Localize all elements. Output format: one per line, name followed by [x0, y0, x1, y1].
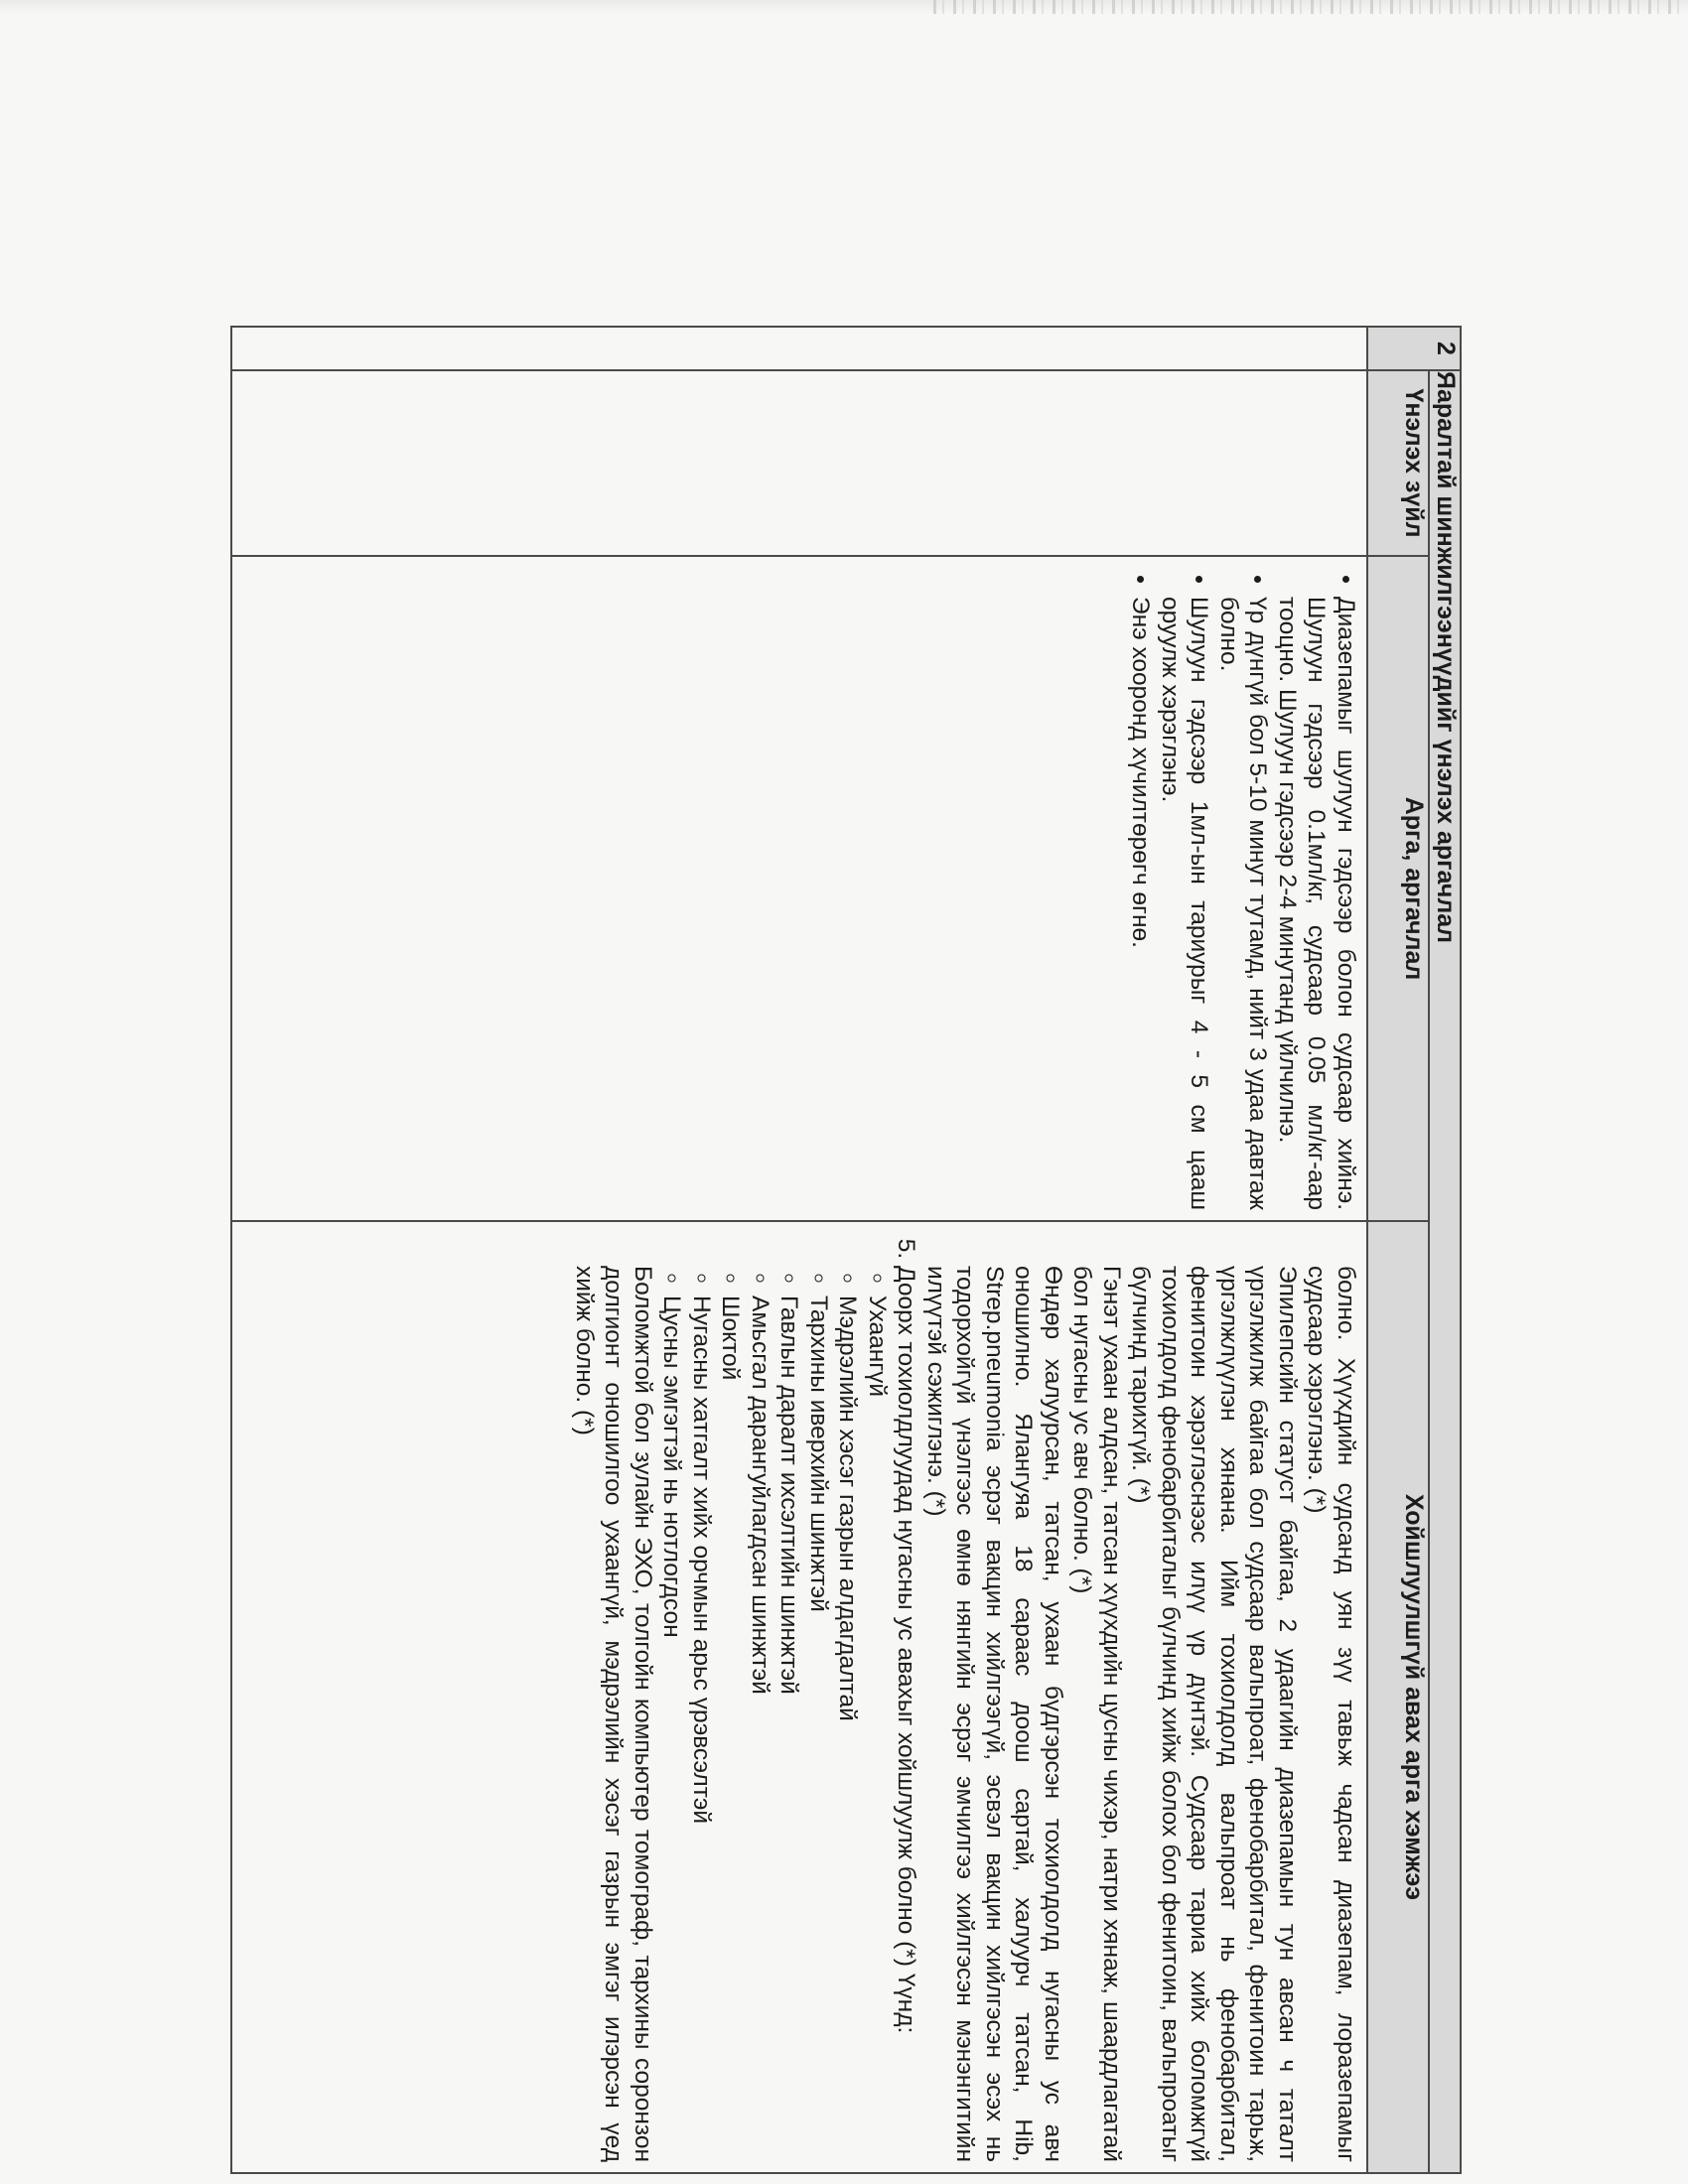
method-item: • Үр дүнгүй бол 5-10 минут тутамд, нийт 3 удаа давтаж болно. [1214, 597, 1273, 1210]
exception-item: ◦ Амьсгал дарангуйлагдсан шинжтэй [746, 1296, 775, 2162]
exception-item: ◦ Цусны эмгэгтэй нь нотлогдсон [657, 1296, 687, 2162]
assessment-item-cell [231, 370, 1367, 556]
assessment-table [230, 326, 1462, 2174]
header-method: Арга, аргачлал [1367, 556, 1429, 1221]
measure-item-6 [570, 1266, 658, 2162]
exception-item: ◦ Тархины иверхийн шинжтэй [804, 1296, 834, 2162]
exception-item: ◦ Шоктой [716, 1296, 746, 2162]
method-list [1126, 567, 1360, 1210]
method-cell [231, 556, 1367, 1221]
section-title: Яаралтай шинжилгээнүүдийг үнэлэх аргачлал [1429, 370, 1461, 2173]
header-assessment-item: Үнэлэх зүйл [1367, 370, 1429, 556]
header-urgent-measures: Хойшлуулшгүй авах арга хэмжээ [1367, 1221, 1429, 2173]
measure-continued-text: болно. Хүүхдийн судсанд уян зүү тавьж чадсан диазепам, лоразепамыг судсаар хэрэглэнэ. (*) [1303, 1266, 1359, 2162]
exception-item: ◦ Ухаангүй [863, 1296, 893, 2162]
measure-item-text: Боломжтой бол зулайн ЭХО, толгойн компьютер томограф, тархины соронзон долгионт оношилгоо ухаангүй, мэдрэлийн хэсэг газрын эмгэг илэрсэн үед хийж болно. (*) [571, 1266, 656, 2162]
measures-cell [231, 1221, 1367, 2173]
empty-cell [231, 327, 1367, 370]
exception-item: ◦ Мэдрэлийн хэсэг газрын алдагдалтай [833, 1296, 863, 2162]
measure-item-5 [657, 1266, 921, 2162]
measure-item-text: Өндөр халуурсан, татсан, ухаан бүдгэрсэн тохиолдолд нугасны ус авч оношилно. Ялангуяа 18 сараас доош сартай, халуурч татсан, Hib, Strep.pneumonia эсрэг вакцин хийлгээгүй, эсвэл вакцин хийлгэсэн эсэх нь тодорхойгүй үнэлгээс өмнө нянгийн эсрэг эмчилгээ хийлгэсэн мэнэнгитийн илүүтэй сэжиглэнэ. (*) [922, 1266, 1066, 2162]
measure-item-2 [1126, 1266, 1302, 2162]
lumbar-puncture-exceptions [657, 1266, 892, 2162]
method-item: • Диазепамыг шулуун гэдсээр болон судсаар хийнэ. Шулуун гэдсээр 0.1мл/кг, судсаар 0.05 мл/кг-аар тооцно. Шулуун гэдсээр 2-4 минутанд үйлчилнэ. [1273, 597, 1361, 1210]
section-number: 2 [1367, 327, 1461, 370]
measures-list [570, 1232, 1303, 2162]
scan-artifact [933, 0, 1688, 14]
measure-item-text: Эпилепсийн статуст байгаа, 2 удаагийн диазепамын тун авсан ч таталт үргэлжилж байгаа бол судсаар вальпроат, фенобарбитал, фенитоин тарьж, үргэлжлүүлэн хянана. Ийм тохиолдолд вальпроат нь фенобарбитал, фенитоин хэрэглэснээс илүү үр дүнтэй. Судсаар тариа хийх боломжгүй тохиолдолд фенобарбиталыг бүлчинд хийж болох бол фенитоин, вальпроатыг бүлчинд тарихгүй. (*) [1127, 1266, 1301, 2162]
measure-item-text: Гэнэт ухаан алдсан, татсан хүүхдийн цусны чихэр, натри хянаж, шаардлагатай бол нугасны ус авч болно. (*) [1068, 1266, 1125, 2162]
measure-item-text: Доорх тохиолдлуудад нугасны ус авахыг хойшлуулж болно (*) Үүнд: [893, 1266, 920, 2034]
exception-item: ◦ Гавлын даралт ихсэлтийн шинжтэй [774, 1296, 804, 2162]
method-item: • Шулуун гэдсээр 1мл-ын тариурыг 4 - 5 см цааш оруулж хэрэглэнэ. [1156, 597, 1214, 1210]
rotated-document [230, 326, 1462, 2172]
exception-item: ◦ Нугасны хатгалт хийх орчмын арьс үрэвсэлтэй [687, 1296, 717, 2162]
measure-item-3 [1067, 1266, 1126, 2162]
method-item: • Энэ хооронд хүчилтөрөгч өгнө. [1126, 597, 1156, 1210]
measure-item-4 [921, 1266, 1068, 2162]
